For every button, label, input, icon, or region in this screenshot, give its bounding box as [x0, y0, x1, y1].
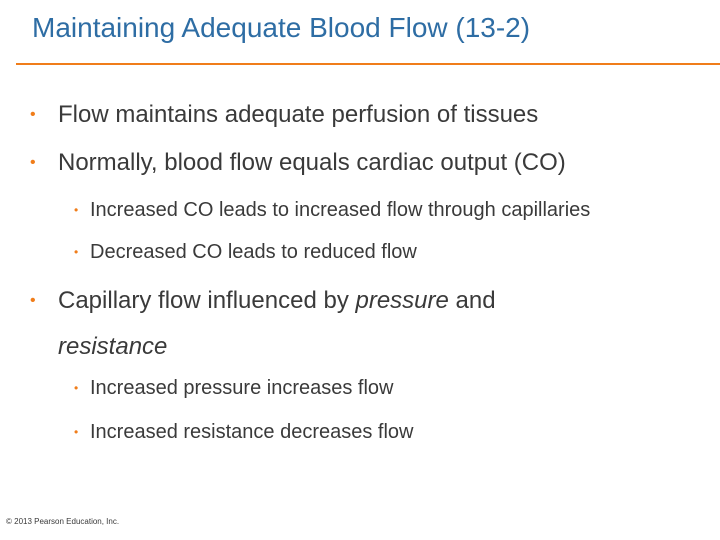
emphasis-term: pressure [355, 287, 449, 314]
bullet-item [30, 92, 538, 138]
bullet-marker: • [74, 245, 79, 259]
slide-title: Maintaining Adequate Blood Flow (13-2) [32, 12, 531, 43]
copyright-footer: © 2013 Pearson Education, Inc. [6, 517, 120, 526]
title-divider [16, 63, 720, 65]
bullet-text: Flow maintains adequate perfusion of tissues [58, 101, 539, 128]
bullet-item [30, 278, 618, 370]
sub-bullet-text: Increased resistance decreases flow [90, 421, 414, 443]
sub-bullet-item [74, 374, 393, 402]
bullet-marker: • [74, 381, 79, 395]
emphasis-term: resistance [58, 333, 168, 360]
sub-bullet-item [74, 196, 590, 224]
bullet-marker: • [74, 203, 79, 217]
sub-bullet-item [74, 238, 417, 266]
bullet-item [30, 140, 566, 186]
bullet-text [58, 278, 618, 370]
bullet-marker: • [30, 292, 36, 309]
bullet-marker: • [74, 425, 79, 439]
sub-bullet-item [74, 418, 414, 446]
sub-bullet-text: Increased pressure increases flow [90, 377, 394, 399]
bullet-marker: • [30, 106, 36, 123]
sub-bullet-text: Increased CO leads to increased flow through capillaries [90, 199, 591, 221]
sub-bullet-text: Decreased CO leads to reduced flow [90, 241, 417, 263]
bullet-text-part: Capillary flow influenced by [58, 287, 356, 314]
bullet-text-part: and [448, 287, 496, 314]
bullet-text: Normally, blood flow equals cardiac output (CO) [58, 149, 566, 176]
bullet-marker: • [30, 154, 36, 171]
